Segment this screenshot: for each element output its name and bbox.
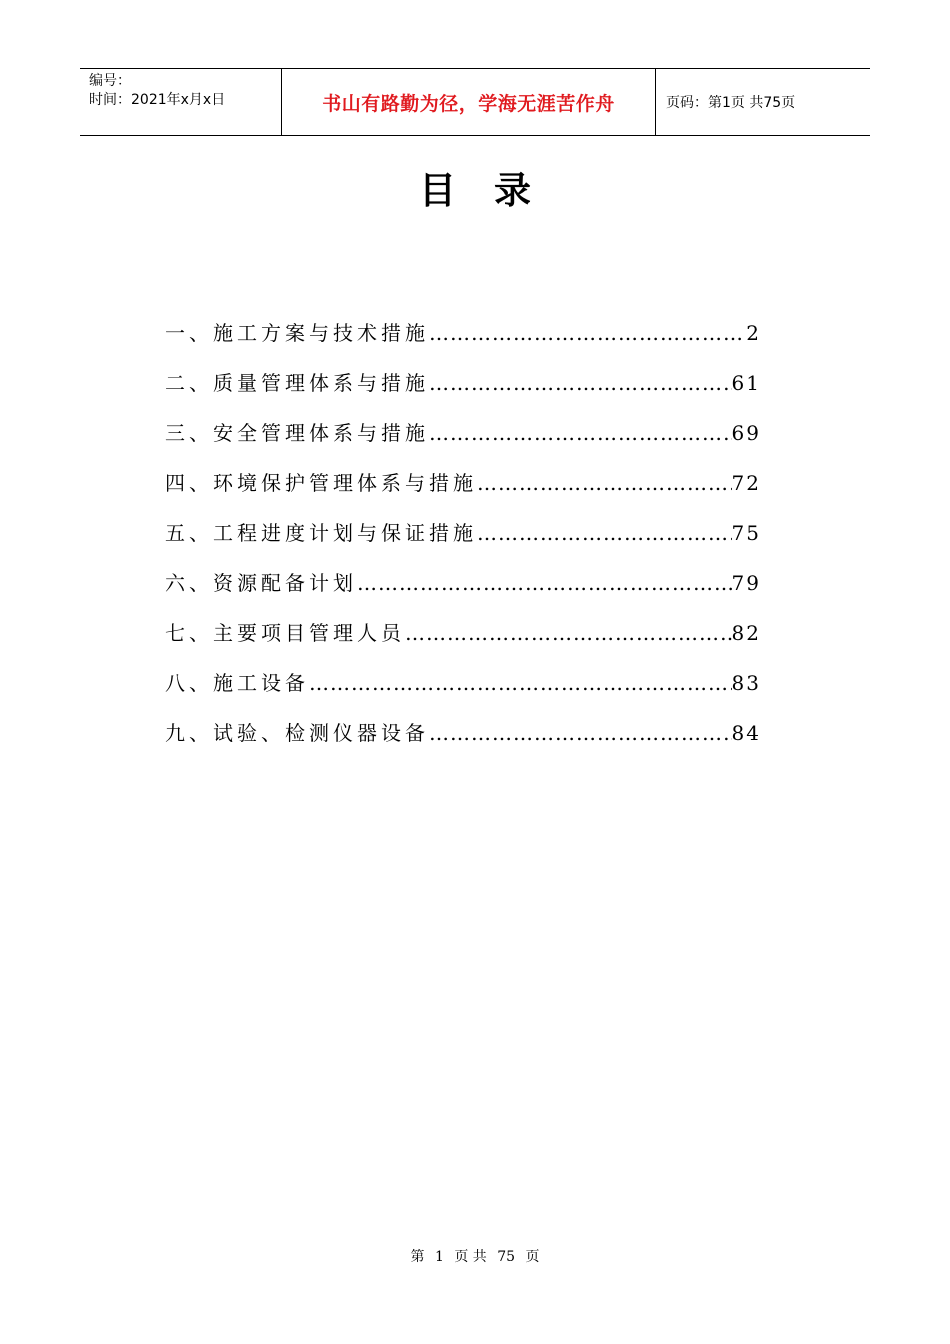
date-label: 时间：2021年x月x日 [89,92,226,108]
toc-entry-title: 工程进度计划与保证措施 [213,521,477,545]
toc-entry-number: 二、 [165,371,213,395]
toc-entry-number: 七、 [165,621,213,645]
toc-entry-page: 75 [731,521,761,545]
toc-entry-title: 主要项目管理人员 [213,621,405,645]
serial-number-label: 编号： [89,73,131,89]
toc-entry-number: 八、 [165,671,213,695]
toc-entry-page: 61 [731,371,761,395]
toc-dot-leader [429,368,732,398]
toc-entry-page: 83 [731,671,761,695]
motto-text: 书山有路勤为径，学海无涯苦作舟 [322,92,615,115]
footer-total-pages: 75 [497,1249,516,1265]
toc-entry[interactable] [165,668,761,718]
toc-entry-number: 五、 [165,521,213,545]
page-title: 目录 [419,168,569,212]
toc-entry-page: 69 [731,421,761,445]
toc-entry-number: 六、 [165,571,213,595]
toc-dot-leader [477,518,732,548]
header-meta-cell [80,69,282,135]
toc-dot-leader [429,418,732,448]
toc-entry-number: 四、 [165,471,213,495]
footer-mid: 页 共 [454,1249,487,1265]
toc-entry-page: 2 [746,321,761,345]
table-of-contents [165,318,761,768]
toc-dot-leader [405,618,732,648]
toc-dot-leader [309,668,732,698]
toc-entry[interactable] [165,318,761,368]
toc-entry-title: 试验、检测仪器设备 [213,721,429,745]
toc-entry[interactable] [165,518,761,568]
footer-current-page: 1 [434,1249,444,1265]
toc-entry-page: 82 [731,621,761,645]
toc-dot-leader [477,468,732,498]
toc-entry[interactable] [165,418,761,468]
header-page-info: 页码：第1页 共75页 [666,95,796,111]
document-header [80,68,870,136]
toc-entry-title: 施工方案与技术措施 [213,321,429,345]
toc-entry-title: 环境保护管理体系与措施 [213,471,477,495]
toc-dot-leader [429,718,732,748]
footer-suffix: 页 [525,1249,540,1265]
toc-entry[interactable] [165,468,761,518]
toc-entry[interactable] [165,368,761,418]
toc-entry-title: 质量管理体系与措施 [213,371,429,395]
toc-entry-title: 施工设备 [213,671,309,695]
toc-entry[interactable] [165,568,761,618]
toc-entry-page: 79 [731,571,761,595]
toc-entry-number: 一、 [165,321,213,345]
toc-dot-leader [357,568,732,598]
toc-entry-page: 72 [731,471,761,495]
toc-entry-number: 三、 [165,421,213,445]
header-page-cell [656,69,870,135]
page-footer [0,1246,950,1266]
toc-entry[interactable] [165,718,761,768]
toc-entry-title: 安全管理体系与措施 [213,421,429,445]
toc-entry-number: 九、 [165,721,213,745]
toc-entry[interactable] [165,618,761,668]
header-motto-cell [282,69,656,135]
toc-dot-leader [429,318,746,348]
toc-entry-title: 资源配备计划 [213,571,357,595]
toc-entry-page: 84 [731,721,761,745]
footer-prefix: 第 [410,1249,425,1265]
